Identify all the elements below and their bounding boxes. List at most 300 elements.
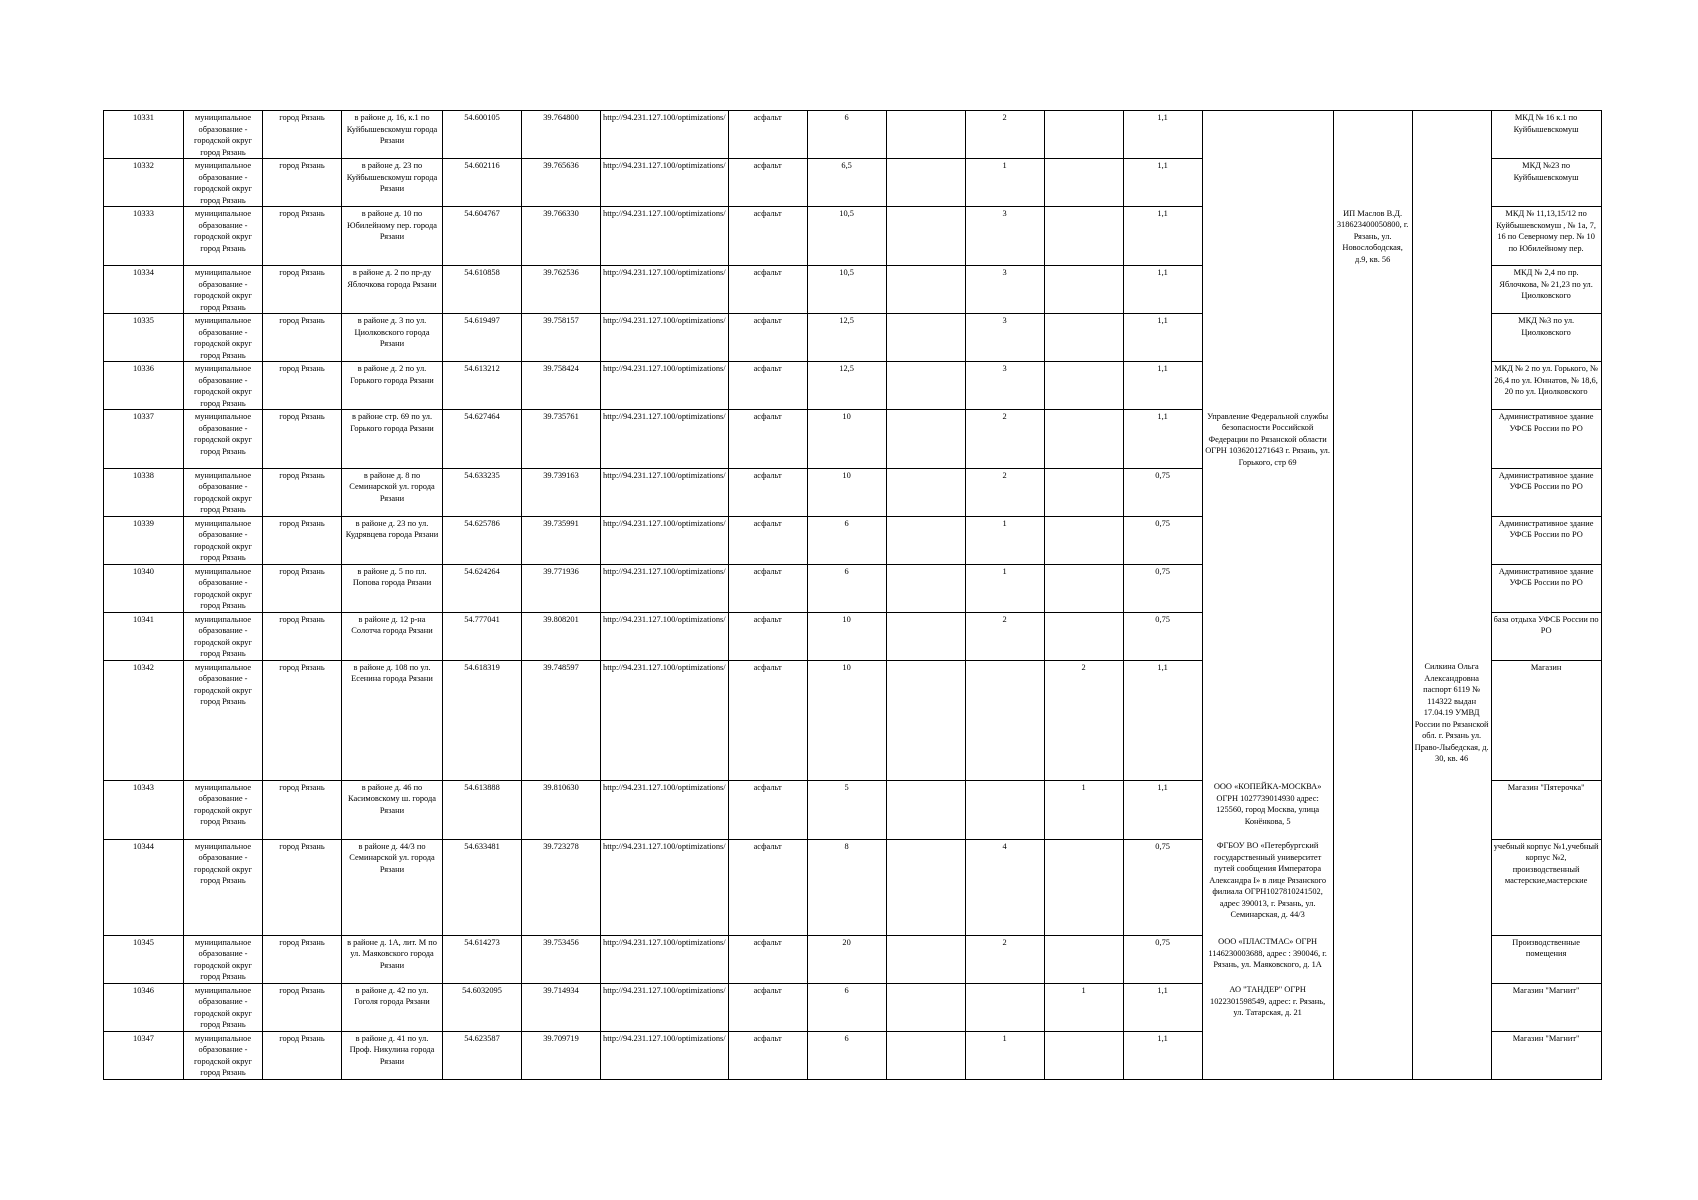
waste-source: Магазин "Магнит" <box>1491 983 1601 1031</box>
site-area: 10 <box>807 660 886 780</box>
table-row <box>104 468 1602 516</box>
count-col-a <box>886 660 965 780</box>
container-count-b <box>1044 935 1123 983</box>
count-col-a <box>886 468 965 516</box>
count-col-a <box>886 111 965 159</box>
owner-info <box>1202 266 1333 314</box>
settlement: город Рязань <box>263 780 342 839</box>
longitude: 39.808201 <box>522 612 601 660</box>
latitude: 54.614273 <box>443 935 522 983</box>
row-number: 10340 <box>104 564 184 612</box>
owner-info: АО "ТАНДЕР" ОГРН 1022301598549, адрес: г. Рязань, ул. Татарская, д. 21 <box>1202 983 1333 1031</box>
longitude: 39.764800 <box>522 111 601 159</box>
container-count-b <box>1044 314 1123 362</box>
count-col-a <box>886 410 965 469</box>
site-address: в районе д. 3 по ул. Циолковского города Рязани <box>342 314 443 362</box>
individual-info <box>1412 362 1491 410</box>
container-count: 2 <box>965 612 1044 660</box>
waste-source: Магазин "Магнит" <box>1491 1031 1601 1079</box>
count-col-a <box>886 935 965 983</box>
waste-source: Административное здание УФСБ России по РО <box>1491 468 1601 516</box>
waste-source: Административное здание УФСБ России по РО <box>1491 564 1601 612</box>
municipality: муниципальное образование - городской округ город Рязань <box>184 983 263 1031</box>
owner-info <box>1202 159 1333 207</box>
row-number: 10336 <box>104 362 184 410</box>
individual-info <box>1412 516 1491 564</box>
site-address: в районе д. 42 по ул. Гоголя города Рязани <box>342 983 443 1031</box>
container-volume: 0,75 <box>1123 468 1202 516</box>
site-area: 6 <box>807 111 886 159</box>
settlement: город Рязань <box>263 612 342 660</box>
container-count-b: 2 <box>1044 660 1123 780</box>
individual-info <box>1412 839 1491 935</box>
table-row <box>104 362 1602 410</box>
row-number: 10338 <box>104 468 184 516</box>
map-link: http://94.231.127.100/optimizations/ <box>601 410 729 469</box>
individual-info <box>1412 410 1491 469</box>
site-address: в районе д. 41 по ул. Проф. Никулина города Рязани <box>342 1031 443 1079</box>
owner-info: ФГБОУ ВО «Петербургский государственный университет путей сообщения Императора Александра I» в лице Рязанского филиала ОГРН1027810241502, адрес 390013, г. Рязань, ул. Семинарская, д. 44/3 <box>1202 839 1333 935</box>
latitude: 54.625786 <box>443 516 522 564</box>
waste-source: МКД № 2 по ул. Горького, № 26,4 по ул. Юннатов, № 18,6, 20 по ул. Циолковского <box>1491 362 1601 410</box>
table-row <box>104 612 1602 660</box>
container-count: 2 <box>965 468 1044 516</box>
table-row <box>104 983 1602 1031</box>
count-col-a <box>886 266 965 314</box>
latitude: 54.613888 <box>443 780 522 839</box>
container-count: 1 <box>965 564 1044 612</box>
operator-info <box>1333 983 1412 1031</box>
latitude: 54.6032095 <box>443 983 522 1031</box>
individual-info <box>1412 780 1491 839</box>
operator-info <box>1333 780 1412 839</box>
longitude: 39.758424 <box>522 362 601 410</box>
surface-type: асфальт <box>728 266 807 314</box>
latitude: 54.610858 <box>443 266 522 314</box>
count-col-a <box>886 839 965 935</box>
container-volume: 1,1 <box>1123 314 1202 362</box>
longitude: 39.810630 <box>522 780 601 839</box>
latitude: 54.624264 <box>443 564 522 612</box>
map-link: http://94.231.127.100/optimizations/ <box>601 1031 729 1079</box>
municipality: муниципальное образование - городской округ город Рязань <box>184 660 263 780</box>
map-link: http://94.231.127.100/optimizations/ <box>601 780 729 839</box>
container-volume: 0,75 <box>1123 564 1202 612</box>
surface-type: асфальт <box>728 468 807 516</box>
surface-type: асфальт <box>728 935 807 983</box>
owner-info: ООО «КОПЕЙКА-МОСКВА» ОГРН 1027739014930 адрес: 125560, город Москва, улица Конёнкова, 5 <box>1202 780 1333 839</box>
municipality: муниципальное образование - городской округ город Рязань <box>184 839 263 935</box>
container-volume: 1,1 <box>1123 266 1202 314</box>
surface-type: асфальт <box>728 111 807 159</box>
row-number: 10331 <box>104 111 184 159</box>
individual-info <box>1412 983 1491 1031</box>
longitude: 39.765636 <box>522 159 601 207</box>
count-col-a <box>886 362 965 410</box>
map-link: http://94.231.127.100/optimizations/ <box>601 111 729 159</box>
municipality: муниципальное образование - городской округ город Рязань <box>184 410 263 469</box>
settlement: город Рязань <box>263 468 342 516</box>
operator-info <box>1333 314 1412 362</box>
operator-info <box>1333 111 1412 159</box>
latitude: 54.627464 <box>443 410 522 469</box>
map-link: http://94.231.127.100/optimizations/ <box>601 660 729 780</box>
surface-type: асфальт <box>728 612 807 660</box>
settlement: город Рязань <box>263 516 342 564</box>
site-address: в районе д. 46 по Касимовскому ш. города Рязани <box>342 780 443 839</box>
site-area: 6 <box>807 1031 886 1079</box>
container-volume: 1,1 <box>1123 983 1202 1031</box>
longitude: 39.714934 <box>522 983 601 1031</box>
municipality: муниципальное образование - городской округ город Рязань <box>184 612 263 660</box>
site-area: 12,5 <box>807 314 886 362</box>
container-volume: 1,1 <box>1123 1031 1202 1079</box>
waste-source: МКД №3 по ул. Циолковского <box>1491 314 1601 362</box>
map-link: http://94.231.127.100/optimizations/ <box>601 159 729 207</box>
surface-type: асфальт <box>728 1031 807 1079</box>
operator-info: ИП Маслов В.Д. 318623400050800, г. Рязань, ул. Новослободская, д.9, кв. 56 <box>1333 207 1412 266</box>
individual-info <box>1412 935 1491 983</box>
individual-info <box>1412 207 1491 266</box>
waste-source: Производственные помещения <box>1491 935 1601 983</box>
count-col-a <box>886 159 965 207</box>
operator-info <box>1333 935 1412 983</box>
longitude: 39.739163 <box>522 468 601 516</box>
container-count: 2 <box>965 410 1044 469</box>
container-volume: 1,1 <box>1123 159 1202 207</box>
table-row <box>104 839 1602 935</box>
site-address: в районе д. 23 по ул. Кудрявцева города Рязани <box>342 516 443 564</box>
count-col-a <box>886 780 965 839</box>
container-count: 2 <box>965 935 1044 983</box>
owner-info <box>1202 314 1333 362</box>
container-volume: 0,75 <box>1123 612 1202 660</box>
container-count-b: 1 <box>1044 983 1123 1031</box>
count-col-a <box>886 314 965 362</box>
row-number: 10335 <box>104 314 184 362</box>
container-count: 3 <box>965 362 1044 410</box>
waste-source: МКД № 11,13,15/12 по Куйбышевскомуш , № 1а, 7, 16 по Северному пер. № 10 по Юбилейному пер. <box>1491 207 1601 266</box>
settlement: город Рязань <box>263 410 342 469</box>
municipality: муниципальное образование - городской округ город Рязань <box>184 362 263 410</box>
container-count-b: 1 <box>1044 780 1123 839</box>
container-volume: 0,75 <box>1123 935 1202 983</box>
container-count-b <box>1044 516 1123 564</box>
container-count: 1 <box>965 1031 1044 1079</box>
operator-info <box>1333 612 1412 660</box>
latitude: 54.604767 <box>443 207 522 266</box>
latitude: 54.633235 <box>443 468 522 516</box>
settlement: город Рязань <box>263 362 342 410</box>
owner-info: ООО «ПЛАСТМАС» ОГРН 1146230003688, адрес : 390046, г. Рязань, ул. Маяковского, д. 1А <box>1202 935 1333 983</box>
longitude: 39.735991 <box>522 516 601 564</box>
row-number: 10345 <box>104 935 184 983</box>
settlement: город Рязань <box>263 660 342 780</box>
container-count: 3 <box>965 207 1044 266</box>
owner-info: Управление Федеральной службы безопасности Российской Федерации по Рязанской области ОГРН 1036201271643 г. Рязань, ул. Горького, стр 69 <box>1202 410 1333 469</box>
count-col-a <box>886 207 965 266</box>
operator-info <box>1333 410 1412 469</box>
longitude: 39.753456 <box>522 935 601 983</box>
owner-info <box>1202 564 1333 612</box>
container-count: 4 <box>965 839 1044 935</box>
container-volume: 1,1 <box>1123 362 1202 410</box>
site-address: в районе д. 8 по Семинарской ул. города Рязани <box>342 468 443 516</box>
count-col-a <box>886 516 965 564</box>
latitude: 54.602116 <box>443 159 522 207</box>
latitude: 54.633481 <box>443 839 522 935</box>
table-row <box>104 314 1602 362</box>
settlement: город Рязань <box>263 111 342 159</box>
table-row <box>104 564 1602 612</box>
individual-info <box>1412 111 1491 159</box>
row-number: 10333 <box>104 207 184 266</box>
operator-info <box>1333 839 1412 935</box>
settlement: город Рязань <box>263 207 342 266</box>
count-col-a <box>886 564 965 612</box>
surface-type: асфальт <box>728 564 807 612</box>
municipality: муниципальное образование - городской округ город Рязань <box>184 159 263 207</box>
owner-info <box>1202 516 1333 564</box>
settlement: город Рязань <box>263 935 342 983</box>
map-link: http://94.231.127.100/optimizations/ <box>601 564 729 612</box>
individual-info <box>1412 612 1491 660</box>
longitude: 39.735761 <box>522 410 601 469</box>
map-link: http://94.231.127.100/optimizations/ <box>601 207 729 266</box>
row-number: 10332 <box>104 159 184 207</box>
container-count-b <box>1044 468 1123 516</box>
site-address: в районе д. 2 по ул. Горького города Рязани <box>342 362 443 410</box>
container-volume: 0,75 <box>1123 516 1202 564</box>
surface-type: асфальт <box>728 159 807 207</box>
container-volume: 0,75 <box>1123 839 1202 935</box>
row-number: 10341 <box>104 612 184 660</box>
owner-info <box>1202 207 1333 266</box>
surface-type: асфальт <box>728 839 807 935</box>
latitude: 54.619497 <box>443 314 522 362</box>
container-volume: 1,1 <box>1123 660 1202 780</box>
surface-type: асфальт <box>728 780 807 839</box>
table-row <box>104 1031 1602 1079</box>
site-area: 10,5 <box>807 207 886 266</box>
map-link: http://94.231.127.100/optimizations/ <box>601 935 729 983</box>
container-count: 2 <box>965 111 1044 159</box>
longitude: 39.758157 <box>522 314 601 362</box>
operator-info <box>1333 564 1412 612</box>
longitude: 39.709719 <box>522 1031 601 1079</box>
container-count-b <box>1044 111 1123 159</box>
container-count-b <box>1044 839 1123 935</box>
map-link: http://94.231.127.100/optimizations/ <box>601 362 729 410</box>
latitude: 54.600105 <box>443 111 522 159</box>
owner-info <box>1202 1031 1333 1079</box>
operator-info <box>1333 266 1412 314</box>
waste-source: учебный корпус №1,учебный корпус №2, производственный мастерские,мастерские <box>1491 839 1601 935</box>
site-area: 10 <box>807 468 886 516</box>
site-area: 6,5 <box>807 159 886 207</box>
site-address: в районе стр. 69 по ул. Горького города Рязани <box>342 410 443 469</box>
surface-type: асфальт <box>728 516 807 564</box>
map-link: http://94.231.127.100/optimizations/ <box>601 314 729 362</box>
municipality: муниципальное образование - городской округ город Рязань <box>184 935 263 983</box>
map-link: http://94.231.127.100/optimizations/ <box>601 612 729 660</box>
individual-info <box>1412 266 1491 314</box>
row-number: 10342 <box>104 660 184 780</box>
site-area: 20 <box>807 935 886 983</box>
row-number: 10347 <box>104 1031 184 1079</box>
container-count <box>965 983 1044 1031</box>
map-link: http://94.231.127.100/optimizations/ <box>601 266 729 314</box>
table-row <box>104 410 1602 469</box>
row-number: 10343 <box>104 780 184 839</box>
register-sheet <box>103 110 1602 1080</box>
individual-info <box>1412 1031 1491 1079</box>
latitude: 54.613212 <box>443 362 522 410</box>
surface-type: асфальт <box>728 207 807 266</box>
container-count: 3 <box>965 314 1044 362</box>
longitude: 39.748597 <box>522 660 601 780</box>
settlement: город Рязань <box>263 983 342 1031</box>
container-count-b <box>1044 1031 1123 1079</box>
longitude: 39.723278 <box>522 839 601 935</box>
site-area: 12,5 <box>807 362 886 410</box>
municipality: муниципальное образование - городской округ город Рязань <box>184 1031 263 1079</box>
waste-source: МКД № 2,4 по пр. Яблочкова, № 21,23 по ул. Циолковского <box>1491 266 1601 314</box>
container-volume: 1,1 <box>1123 410 1202 469</box>
settlement: город Рязань <box>263 159 342 207</box>
waste-source: МКД №23 по Куйбышевскомуш <box>1491 159 1601 207</box>
operator-info <box>1333 660 1412 780</box>
site-area: 6 <box>807 564 886 612</box>
municipality: муниципальное образование - городской округ город Рязань <box>184 564 263 612</box>
owner-info <box>1202 362 1333 410</box>
table-row <box>104 266 1602 314</box>
waste-source: Административное здание УФСБ России по РО <box>1491 516 1601 564</box>
owner-info <box>1202 468 1333 516</box>
map-link: http://94.231.127.100/optimizations/ <box>601 839 729 935</box>
container-count-b <box>1044 410 1123 469</box>
container-count-b <box>1044 612 1123 660</box>
settlement: город Рязань <box>263 1031 342 1079</box>
operator-info <box>1333 1031 1412 1079</box>
waste-source: Административное здание УФСБ России по РО <box>1491 410 1601 469</box>
site-area: 10 <box>807 410 886 469</box>
settlement: город Рязань <box>263 839 342 935</box>
container-count-b <box>1044 362 1123 410</box>
site-area: 10 <box>807 612 886 660</box>
municipality: муниципальное образование - городской округ город Рязань <box>184 207 263 266</box>
individual-info <box>1412 564 1491 612</box>
container-count: 1 <box>965 516 1044 564</box>
container-count: 3 <box>965 266 1044 314</box>
table-row <box>104 207 1602 266</box>
site-address: в районе д. 16, к.1 по Куйбышевскомуш города Рязани <box>342 111 443 159</box>
table-row <box>104 935 1602 983</box>
site-area: 8 <box>807 839 886 935</box>
container-count-b <box>1044 159 1123 207</box>
operator-info <box>1333 468 1412 516</box>
owner-info <box>1202 660 1333 780</box>
waste-source: база отдыха УФСБ России по РО <box>1491 612 1601 660</box>
site-area: 5 <box>807 780 886 839</box>
individual-info: Силкина Ольга Александровна паспорт 6119 № 114322 выдан 17.04.19 УМВД России по Рязанской обл. г. Рязань ул. Право-Лыбедская, д. 30, кв. 46 <box>1412 660 1491 780</box>
municipality: муниципальное образование - городской округ город Рязань <box>184 516 263 564</box>
longitude: 39.771936 <box>522 564 601 612</box>
municipality: муниципальное образование - городской округ город Рязань <box>184 468 263 516</box>
surface-type: асфальт <box>728 410 807 469</box>
site-address: в районе д. 10 по Юбилейному пер. города Рязани <box>342 207 443 266</box>
surface-type: асфальт <box>728 660 807 780</box>
operator-info <box>1333 362 1412 410</box>
container-volume: 1,1 <box>1123 207 1202 266</box>
map-link: http://94.231.127.100/optimizations/ <box>601 516 729 564</box>
site-address: в районе д. 44/3 по Семинарской ул. города Рязани <box>342 839 443 935</box>
table-row <box>104 159 1602 207</box>
row-number: 10344 <box>104 839 184 935</box>
site-address: в районе д. 12 р-на Солотча города Рязани <box>342 612 443 660</box>
container-sites-table <box>103 110 1602 1080</box>
surface-type: асфальт <box>728 362 807 410</box>
owner-info <box>1202 111 1333 159</box>
municipality: муниципальное образование - городской округ город Рязань <box>184 266 263 314</box>
count-col-a <box>886 612 965 660</box>
site-address: в районе д. 2 по пр-ду Яблочкова города Рязани <box>342 266 443 314</box>
municipality: муниципальное образование - городской округ город Рязань <box>184 314 263 362</box>
row-number: 10339 <box>104 516 184 564</box>
surface-type: асфальт <box>728 314 807 362</box>
owner-info <box>1202 612 1333 660</box>
waste-source: Магазин "Пятерочка" <box>1491 780 1601 839</box>
container-count-b <box>1044 207 1123 266</box>
latitude: 54.777041 <box>443 612 522 660</box>
container-volume: 1,1 <box>1123 780 1202 839</box>
site-area: 6 <box>807 516 886 564</box>
site-address: в районе д. 23 по Куйбышевскомуш города Рязани <box>342 159 443 207</box>
settlement: город Рязань <box>263 266 342 314</box>
operator-info <box>1333 516 1412 564</box>
map-link: http://94.231.127.100/optimizations/ <box>601 983 729 1031</box>
container-count <box>965 780 1044 839</box>
container-count-b <box>1044 266 1123 314</box>
municipality: муниципальное образование - городской округ город Рязань <box>184 780 263 839</box>
longitude: 39.766330 <box>522 207 601 266</box>
container-volume: 1,1 <box>1123 111 1202 159</box>
container-count: 1 <box>965 159 1044 207</box>
surface-type: асфальт <box>728 983 807 1031</box>
latitude: 54.623587 <box>443 1031 522 1079</box>
count-col-a <box>886 983 965 1031</box>
site-area: 10,5 <box>807 266 886 314</box>
count-col-a <box>886 1031 965 1079</box>
waste-source: Магазин <box>1491 660 1601 780</box>
row-number: 10346 <box>104 983 184 1031</box>
map-link: http://94.231.127.100/optimizations/ <box>601 468 729 516</box>
row-number: 10334 <box>104 266 184 314</box>
longitude: 39.762536 <box>522 266 601 314</box>
site-address: в районе д. 1А, лит. М по ул. Маяковского города Рязани <box>342 935 443 983</box>
individual-info <box>1412 314 1491 362</box>
settlement: город Рязань <box>263 564 342 612</box>
municipality: муниципальное образование - городской округ город Рязань <box>184 111 263 159</box>
table-row <box>104 660 1602 780</box>
operator-info <box>1333 159 1412 207</box>
table-row <box>104 111 1602 159</box>
table-row <box>104 780 1602 839</box>
table-row <box>104 516 1602 564</box>
individual-info <box>1412 159 1491 207</box>
row-number: 10337 <box>104 410 184 469</box>
waste-source: МКД № 16 к.1 по Куйбышевскомуш <box>1491 111 1601 159</box>
